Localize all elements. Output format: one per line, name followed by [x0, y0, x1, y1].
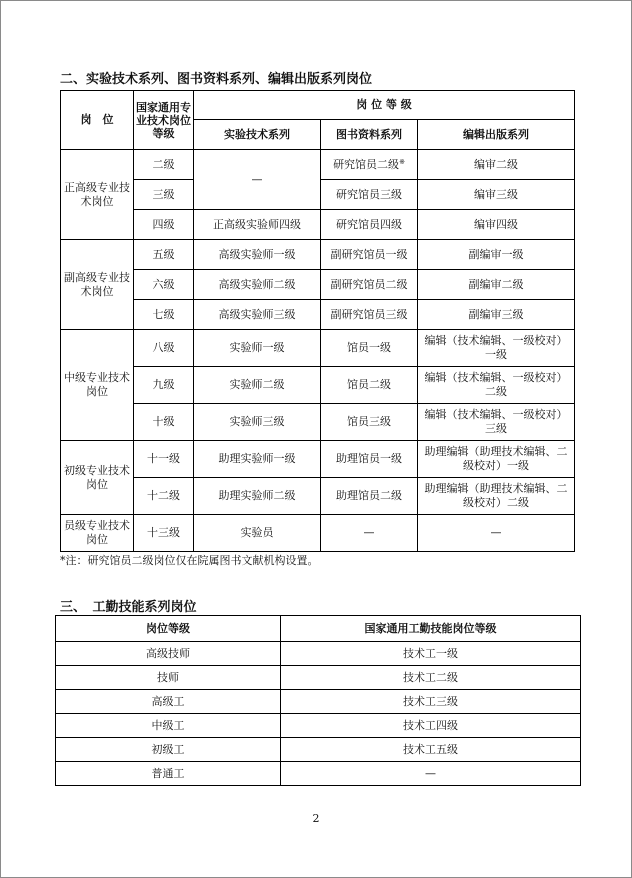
library-cell: 馆员一级 — [321, 330, 418, 367]
table-row — [61, 270, 575, 300]
footnote: *注：研究馆员二级岗位仅在院属图书文献机构设置。 — [60, 554, 319, 567]
lab-cell: 高级实验师一级 — [194, 240, 321, 270]
group-label: 员级专业技术岗位 — [61, 515, 134, 552]
editing-cell: 副编审一级 — [418, 240, 575, 270]
grade-cell: 技术工二级 — [281, 666, 581, 690]
grade-cell: 技术工三级 — [281, 690, 581, 714]
library-cell: 助理馆员一级 — [321, 441, 418, 478]
library-cell: 副研究馆员三级 — [321, 300, 418, 330]
grade-cell: 四级 — [134, 210, 194, 240]
grade-cell: 三级 — [134, 180, 194, 210]
library-cell-text: 研究馆员二级 — [333, 157, 400, 171]
post-cell: 初级工 — [56, 738, 281, 762]
library-cell — [321, 150, 418, 180]
lab-cell: 实验师三级 — [194, 404, 321, 441]
header-grade: 国家通用专业技术岗位等级 — [134, 91, 194, 150]
library-cell: 馆员二级 — [321, 367, 418, 404]
editing-cell: 编辑（技术编辑、一级校对）二级 — [418, 367, 575, 404]
section-2-title: 二、实验技术系列、图书资料系列、编辑出版系列岗位 — [60, 72, 373, 87]
lab-cell: 正高级实验师四级 — [194, 210, 321, 240]
group-label: 初级专业技术岗位 — [61, 441, 134, 515]
post-cell: 普通工 — [56, 762, 281, 786]
grade-cell: 十三级 — [134, 515, 194, 552]
group-label: 副高级专业技术岗位 — [61, 240, 134, 330]
library-cell: 副研究馆员一级 — [321, 240, 418, 270]
grade-cell: 技术工四级 — [281, 714, 581, 738]
table-row — [61, 367, 575, 404]
header-group: 岗 位 等 级 — [194, 91, 575, 120]
post-cell: 中级工 — [56, 714, 281, 738]
grade-cell: 五级 — [134, 240, 194, 270]
editing-cell: — — [418, 515, 575, 552]
post-cell: 技师 — [56, 666, 281, 690]
table-row — [61, 150, 575, 180]
grade-cell: 技术工一级 — [281, 642, 581, 666]
editing-cell: 副编审二级 — [418, 270, 575, 300]
grade-cell: 六级 — [134, 270, 194, 300]
table-row — [56, 738, 581, 762]
grade-cell: 技术工五级 — [281, 738, 581, 762]
editing-cell: 编审三级 — [418, 180, 575, 210]
grade-cell: 八级 — [134, 330, 194, 367]
table-row — [56, 642, 581, 666]
editing-cell: 副编审三级 — [418, 300, 575, 330]
grade-cell: 二级 — [134, 150, 194, 180]
editing-cell: 助理编辑（助理技术编辑、二级校对）二级 — [418, 478, 575, 515]
library-cell: — — [321, 515, 418, 552]
footnote-mark: ※ — [399, 157, 405, 166]
library-cell: 副研究馆员二级 — [321, 270, 418, 300]
grade-cell: 七级 — [134, 300, 194, 330]
editing-cell: 编审四级 — [418, 210, 575, 240]
editing-cell: 编辑（技术编辑、一级校对）一级 — [418, 330, 575, 367]
post-cell: 高级技师 — [56, 642, 281, 666]
lab-cell: 实验师二级 — [194, 367, 321, 404]
header-editing-series: 编辑出版系列 — [418, 120, 575, 150]
table-row — [61, 478, 575, 515]
table-row — [61, 404, 575, 441]
header-library-series: 图书资料系列 — [321, 120, 418, 150]
table-row — [56, 762, 581, 786]
table-row — [56, 714, 581, 738]
lab-cell: 高级实验师三级 — [194, 300, 321, 330]
table-row — [61, 515, 575, 552]
table-header-row — [61, 91, 575, 120]
editing-cell: 编审二级 — [418, 150, 575, 180]
table-row — [56, 690, 581, 714]
table-professional-posts — [60, 90, 575, 552]
header-post-grade: 岗位等级 — [56, 616, 281, 642]
header-national-grade: 国家通用工勤技能岗位等级 — [281, 616, 581, 642]
lab-cell: 高级实验师二级 — [194, 270, 321, 300]
section-3-title: 三、 工勤技能系列岗位 — [60, 600, 197, 615]
table-row — [61, 210, 575, 240]
grade-cell: 十一级 — [134, 441, 194, 478]
group-label: 中级专业技术岗位 — [61, 330, 134, 441]
grade-cell: 十级 — [134, 404, 194, 441]
table-header-row — [56, 616, 581, 642]
table-row — [61, 300, 575, 330]
grade-cell: 九级 — [134, 367, 194, 404]
library-cell: 研究馆员四级 — [321, 210, 418, 240]
editing-cell: 编辑（技术编辑、一级校对）三级 — [418, 404, 575, 441]
table-row — [56, 666, 581, 690]
grade-cell: — — [281, 762, 581, 786]
grade-cell: 十二级 — [134, 478, 194, 515]
group-label: 正高级专业技术岗位 — [61, 150, 134, 240]
table-row — [61, 441, 575, 478]
library-cell: 馆员三级 — [321, 404, 418, 441]
lab-cell: — — [194, 150, 321, 210]
header-post: 岗 位 — [61, 91, 134, 150]
library-cell: 助理馆员二级 — [321, 478, 418, 515]
header-lab-series: 实验技术系列 — [194, 120, 321, 150]
lab-cell: 实验师一级 — [194, 330, 321, 367]
library-cell: 研究馆员三级 — [321, 180, 418, 210]
table-row — [61, 240, 575, 270]
table-worker-posts — [55, 615, 581, 786]
lab-cell: 助理实验师一级 — [194, 441, 321, 478]
lab-cell: 助理实验师二级 — [194, 478, 321, 515]
table-row — [61, 330, 575, 367]
editing-cell: 助理编辑（助理技术编辑、二级校对）一级 — [418, 441, 575, 478]
post-cell: 高级工 — [56, 690, 281, 714]
page-number: 2 — [312, 812, 320, 825]
lab-cell: 实验员 — [194, 515, 321, 552]
